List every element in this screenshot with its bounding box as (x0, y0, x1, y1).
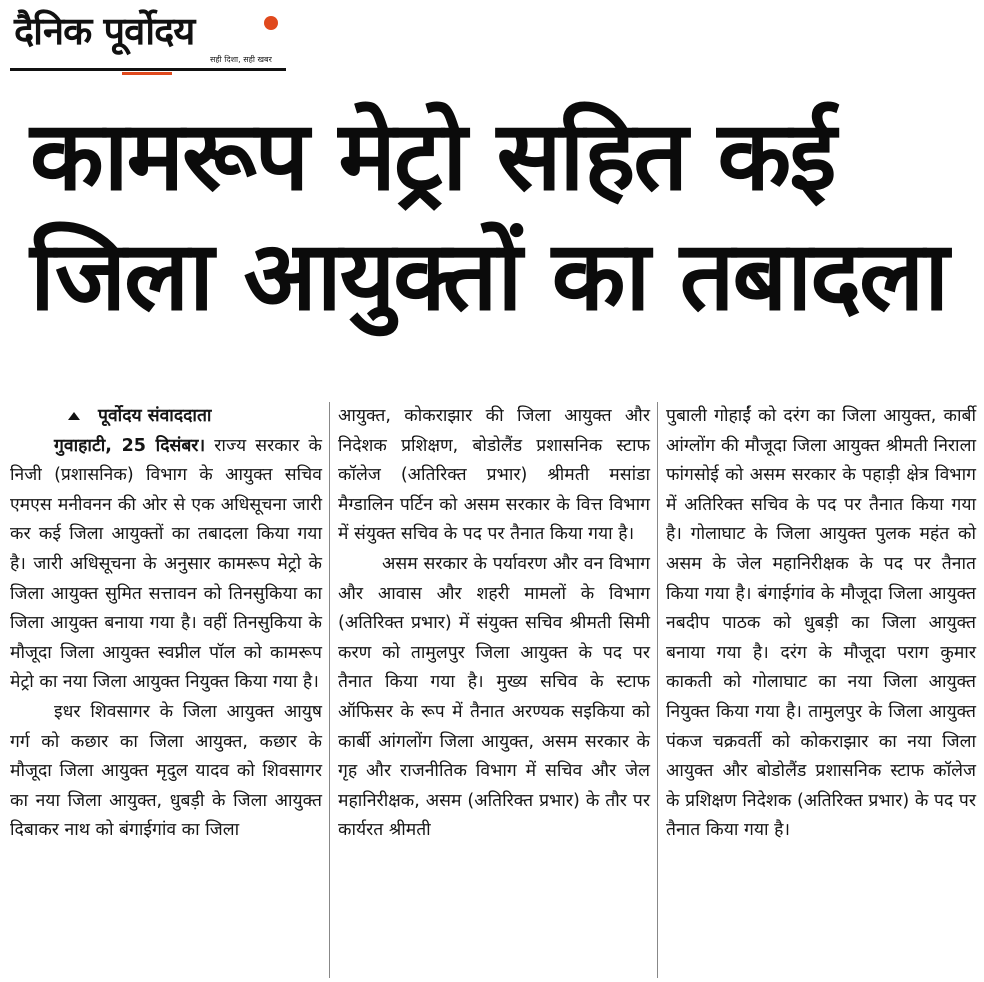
article-column-2 (338, 402, 650, 846)
triangle-bullet-icon (68, 412, 80, 420)
article-column-1 (10, 402, 322, 846)
byline (10, 402, 322, 432)
column-divider (329, 402, 330, 978)
masthead-rule (10, 68, 286, 71)
paragraph-text: राज्य सरकार के निजी (प्रशासनिक) विभाग के आयुक्त सचिव एमएस मनीवनन की ओर से एक अधिसूचना जारी कर कई जिला आयुक्तों का तबादला किया गया है। जारी अधिसूचना के अनुसार कामरूप मेट्रो के जिला आयुक्त सुमित सत्तावन को तिनसुकिया का जिला आयुक्त बनाया गया है। वहीं तिनसुकिया के मौजूदा जिला आयुक्त स्वप्नील पॉल को कामरूप मेट्रो का नया जिला आयुक्त नियुक्त किया गया है। (10, 435, 322, 693)
logo-tagline: सही दिशा, सही खबर (210, 55, 272, 64)
dateline: गुवाहाटी, 25 दिसंबर। (54, 435, 206, 456)
masthead (10, 8, 286, 72)
byline-text: पूर्वोदय संवाददाता (98, 406, 212, 426)
headline-line-2: जिला आयुक्तों का तबादला (30, 220, 948, 332)
article-column-3 (666, 402, 976, 846)
paragraph: आयुक्त, कोकराझार की जिला आयुक्त और निदेशक प्रशिक्षण, बोडोलैंड प्रशासनिक स्टाफ कॉलेज (अतिरिक्त प्रभार) श्रीमती मसांडा मैग्डालिन पर्टिन को असम सरकार के वित्त विभाग में संयुक्त सचिव के पद पर तैनात किया गया है। (338, 406, 650, 545)
paragraph: असम सरकार के पर्यावरण और वन विभाग और आवास और शहरी मामलों के विभाग (अतिरिक्त प्रभार) में संयुक्त सचिव श्रीमती सिमी करण को तामुलपुर जिला आयुक्त के पद पर तैनात किया गया है। मुख्य सचिव के स्टाफ ऑफिसर के रूप में तैनात अरण्यक सइकिया को कार्बी आंगलोंग जिला आयुक्त, असम सरकार के गृह और राजनीतिक विभाग में सचिव और जेल महानिरीक्षक, असम (अतिरिक्त प्रभार) के तौर पर कार्यरत श्रीमती (338, 553, 650, 841)
paragraph (10, 432, 322, 698)
paragraph: इधर शिवसागर के जिला आयुक्त आयुष गर्ग को कछार का जिला आयुक्त, कछार के मौजूदा जिला आयुक्त मृदुल यादव को शिवसागर का नया जिला आयुक्त, धुबड़ी के जिला आयुक्त दिबाकर नाथ को बंगाईगांव का जिला (10, 701, 322, 841)
paragraph: पुबाली गोहाईं को दरंग का जिला आयुक्त, कार्बी आंग्लोंग की मौजूदा जिला आयुक्त श्रीमती निराला फांगसोई को असम सरकार के पहाड़ी क्षेत्र विभाग में अतिरिक्त सचिव के पद पर तैनात किया गया है। गोलाघाट के जिला आयुक्त पुलक महंत को असम के जेल महानिरीक्षक के पद पर तैनात किया गया है। बंगाईगांव के मौजूदा जिला आयुक्त नबदीप पाठक को धुबड़ी का जिला आयुक्त बनाया गया है। दरंग के मौजूदा पराग कुमार काकती को गोलाघाट का नया जिला आयुक्त नियुक्त किया गया है। तामुलपुर के जिला आयुक्त पंकज चक्रवर्ती को कोकराझार का नया जिला आयुक्त और बोडोलैंड प्रशासनिक स्टाफ कॉलेज के प्रशिक्षण निदेशक (अतिरिक्त प्रभार) के पद पर तैनात किया गया है। (666, 406, 976, 841)
logo-dot-icon (264, 16, 278, 30)
newspaper-logo: दैनिक पूर्वोदय (14, 9, 195, 53)
headline-line-1: कामरूप मेट्रो सहित कई (30, 100, 835, 212)
masthead-accent-rule (122, 72, 172, 75)
column-divider (657, 402, 658, 978)
